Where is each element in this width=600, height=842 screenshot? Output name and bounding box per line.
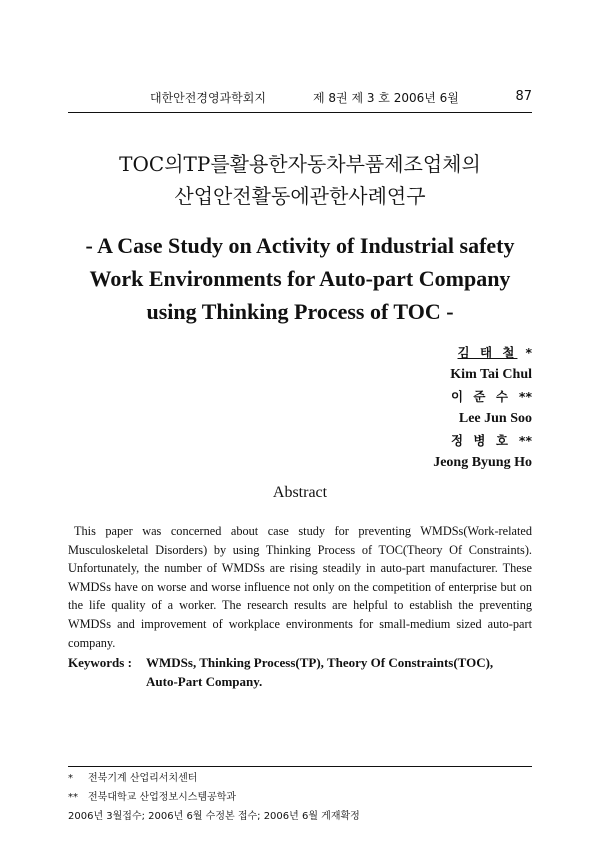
author-list xyxy=(332,342,532,474)
korean-title-line: 산업안전활동에관한사례연구 xyxy=(174,184,426,208)
english-title-line: Work Environments for Auto-part Company xyxy=(89,266,511,291)
keywords-line: Auto-Part Company. xyxy=(146,674,263,689)
footnote xyxy=(68,769,532,788)
keywords xyxy=(68,653,532,691)
footnote-text: 2006년 3월접수; 2006년 6월 수정본 접수; 2006년 6월 게재확정 xyxy=(68,811,360,822)
author-name-ko: 정 병 호 xyxy=(450,433,511,448)
header-divider xyxy=(68,112,532,113)
footnote-mark: ** xyxy=(68,792,78,803)
korean-title-line: TOC의TP를활용한자동차부품제조업체의 xyxy=(119,152,481,176)
footnote xyxy=(68,807,532,826)
page-number: 87 xyxy=(515,89,532,104)
footnote-divider xyxy=(68,766,532,767)
english-title-line: - A Case Study on Activity of Industrial safety xyxy=(85,233,515,258)
footnote xyxy=(68,788,532,807)
abstract-heading: Abstract xyxy=(272,484,328,501)
journal-name: 대한안전경영과학회지 xyxy=(150,91,266,105)
abstract-body xyxy=(68,522,532,652)
author-name-ko: 이 준 수 xyxy=(450,389,511,404)
footnote-text: 전북대학교 산업정보시스템공학과 xyxy=(88,792,237,803)
footnote-mark: * xyxy=(68,773,73,784)
author-name-ko: 김 태 철 xyxy=(457,345,518,360)
korean-title xyxy=(60,148,540,212)
author-english-name: Lee Jun Soo xyxy=(458,411,532,426)
author-korean-name xyxy=(332,342,532,364)
affiliation-mark: * xyxy=(525,345,532,360)
english-title-line: using Thinking Process of TOC - xyxy=(146,299,454,324)
footnotes xyxy=(68,769,532,826)
author-korean-name xyxy=(332,386,532,408)
abstract-text: This paper was concerned about case study for preventing WMDSs(Work-related Musculoskeletal Disorders) by using Thinking Process of TOC(Theory Of Constraints). Unfortunately, the number of WMDSs are rising steadily in auto-part manufacturer. These WMDSs have on worse and worse influence not only on the competition of enterprise but on the life quality of a worker. The research results are helpful to establish the preventing WMDSs and improvement of workplace environments for small-medium sized auto-part company. xyxy=(68,524,532,650)
affiliation-mark: ** xyxy=(518,433,532,448)
author-korean-name xyxy=(332,430,532,452)
keywords-label: Keywords : xyxy=(68,655,132,670)
keywords-line: WMDSs, Thinking Process(TP), Theory Of Constraints(TOC), xyxy=(146,655,494,670)
english-title xyxy=(60,229,540,328)
footnote-text: 전북기계 산업리서치센터 xyxy=(88,773,198,784)
running-header xyxy=(68,89,532,109)
issue-info: 제 8권 제 3 호 2006년 6월 xyxy=(313,91,459,105)
affiliation-mark: ** xyxy=(518,389,532,404)
author-english-name: Kim Tai Chul xyxy=(450,367,532,382)
author-english-name: Jeong Byung Ho xyxy=(433,455,532,470)
